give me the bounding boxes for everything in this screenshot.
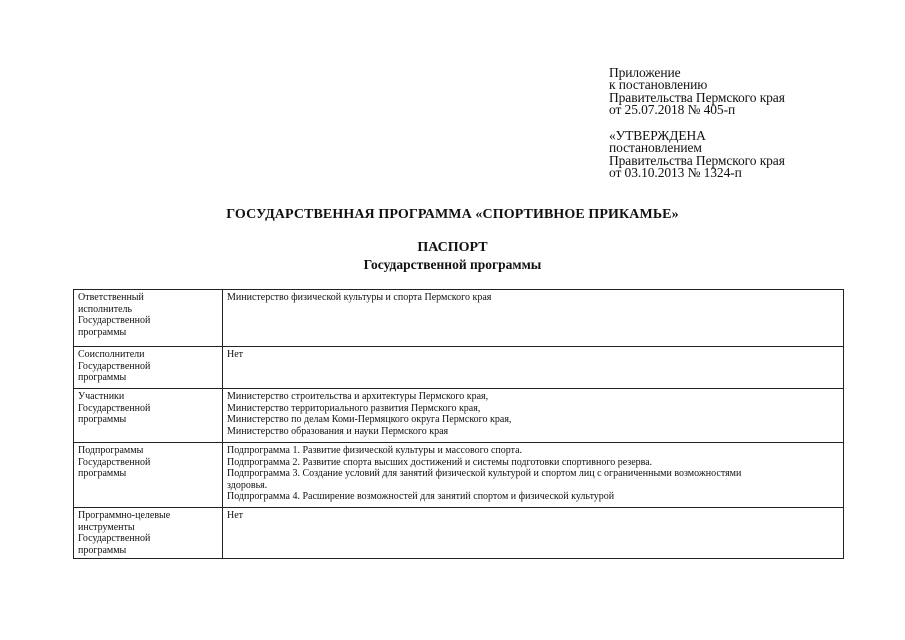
- approval-line: Правительства Пермского края: [609, 152, 785, 168]
- value-line: Министерство территориального развития Пермского края,: [227, 402, 481, 414]
- label-line: программы: [78, 372, 127, 384]
- value-line: Министерство строительства и архитектуры Пермского края,: [227, 391, 489, 402]
- approval-line: постановлением: [609, 140, 702, 156]
- appendix-line: к постановлению: [609, 77, 708, 93]
- row-label-cell: [74, 290, 223, 347]
- approval-line: от 03.10.2013 № 1324-п: [609, 165, 742, 181]
- row-label-cell: [74, 347, 223, 389]
- row-value-cell: [223, 508, 844, 559]
- label-line: Государственной: [78, 456, 151, 468]
- table-row: [74, 290, 844, 347]
- label-line: программы: [78, 326, 127, 338]
- table-row: [74, 389, 844, 443]
- row-label-cell: [74, 389, 223, 443]
- passport-subheading: Государственной программы: [363, 257, 542, 272]
- label-line: программы: [78, 414, 127, 426]
- label-line: Ответственный: [78, 292, 144, 303]
- value-line: Министерство по делам Коми-Пермяцкого округа Пермского края,: [227, 414, 512, 426]
- appendix-line: от 25.07.2018 № 405-п: [609, 102, 736, 118]
- approval-note: [609, 130, 785, 180]
- table-row: [74, 347, 844, 389]
- appendix-line: Приложение: [609, 65, 681, 80]
- label-line: исполнитель: [78, 303, 133, 315]
- row-value-cell: [223, 389, 844, 443]
- label-line: Программно-целевые: [78, 510, 171, 521]
- value-line: Подпрограмма 3. Создание условий для занятий физической культурой и спортом лиц с ограниченными возможностями: [227, 468, 742, 480]
- row-value-cell: [223, 443, 844, 508]
- passport-table: [73, 289, 844, 559]
- label-line: инструменты: [78, 521, 135, 533]
- value-line: здоровья.: [227, 479, 268, 491]
- label-line: программы: [78, 544, 127, 556]
- table-row: [74, 443, 844, 508]
- appendix-note: [609, 67, 785, 117]
- row-value-cell: [223, 347, 844, 389]
- value-line: Министерство образования и науки Пермского края: [227, 425, 449, 437]
- value-line: Министерство физической культуры и спорта Пермского края: [227, 292, 492, 303]
- table-row: [74, 508, 844, 559]
- row-label-cell: [74, 508, 223, 559]
- value-line: Подпрограмма 4. Расширение возможностей для занятий спортом и физической культурой: [227, 491, 615, 503]
- label-line: Государственной: [78, 533, 151, 545]
- label-line: Государственной: [78, 315, 151, 327]
- label-line: Подпрограммы: [78, 445, 144, 456]
- appendix-line: Правительства Пермского края: [609, 89, 785, 105]
- value-line: Нет: [227, 349, 244, 360]
- label-line: Государственной: [78, 360, 151, 372]
- approval-line: «УТВЕРЖДЕНА: [609, 128, 706, 143]
- row-value-cell: [223, 290, 844, 347]
- program-title: ГОСУДАРСТВЕННАЯ ПРОГРАММА «СПОРТИВНОЕ ПРИКАМЬЕ»: [226, 207, 679, 222]
- label-line: Соисполнители: [78, 349, 145, 360]
- value-line: Подпрограмма 1. Развитие физической культуры и массового спорта.: [227, 445, 523, 456]
- label-line: программы: [78, 468, 127, 480]
- value-line: Нет: [227, 510, 244, 521]
- label-line: Государственной: [78, 402, 151, 414]
- row-label-cell: [74, 443, 223, 508]
- passport-heading: ПАСПОРТ: [417, 240, 488, 255]
- value-line: Подпрограмма 2. Развитие спорта высших достижений и системы подготовки спортивного резерва.: [227, 456, 653, 468]
- label-line: Участники: [78, 391, 125, 402]
